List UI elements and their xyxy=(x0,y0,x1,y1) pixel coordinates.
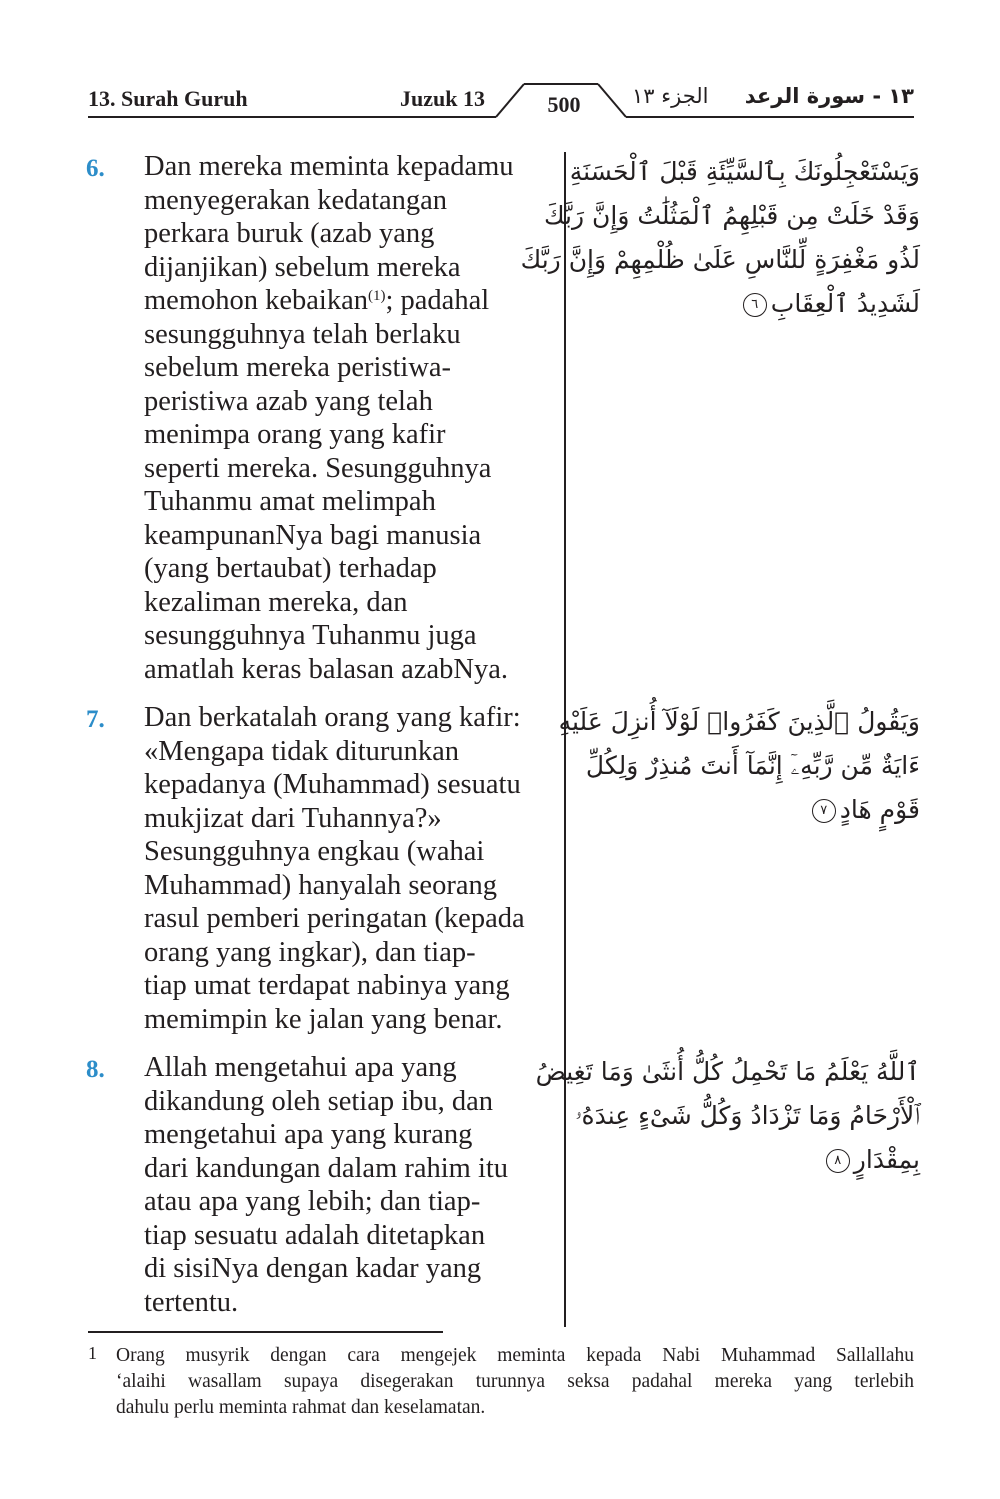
header-surah-arabic: ١٣ - سورة الرعد xyxy=(744,84,914,108)
header-rule xyxy=(0,0,1000,130)
ayah-end-marker: ٧ xyxy=(812,799,836,823)
ayah-end-marker: ٦ xyxy=(743,293,767,317)
header-juz-arabic: الجزء ١٣ xyxy=(632,84,709,108)
verse-number: 8. xyxy=(86,1056,105,1083)
verse-arabic: وَيَقُولُ ٱلَّذِينَ كَفَرُوا۟ لَوْلَآ أُنزِلَ عَلَيْهِ ءَايَةٌ مِّن رَّبِّهِۦٓ إِنَّمَآ أَنتَ مُنذِرٌ وَلِكُلِّ قَوْمٍ هَادٍ٧ xyxy=(558,707,920,824)
verse-number: 7. xyxy=(86,706,105,733)
verse-translation: Dan berkatalah orang yang kafir: «Mengapa tidak diturunkan kepadanya (Muhammad) sesuatu mukjizat dari Tuhannya?» Sesungguhnya engkau (wahai Muhammad) hanyalah seorang rasul pemberi peringatan (kepada orang yang ingkar), dan tiap- tiap umat terdapat nabinya yang memimpin ke jalan yang benar. xyxy=(144,702,525,1035)
footnote-number: 1 xyxy=(88,1343,97,1363)
ayah-end-marker: ٨ xyxy=(826,1149,850,1173)
header-surah-title: 13. Surah Guruh xyxy=(88,86,248,111)
verse-arabic: وَيَسْتَعْجِلُونَكَ بِٱلسَّيِّئَةِ قَبْلَ ٱلْحَسَنَةِ وَقَدْ خَلَتْ مِن قَبْلِهِمُ ٱلْمَثُلَٰتُ وَإِنَّ رَبَّكَ لَذُو مَغْفِرَةٍ لِّلنَّاسِ عَلَىٰ ظُلْمِهِمْ وَإِنَّ رَبَّكَ لَشَدِيدُ ٱلْعِقَابِ٦ xyxy=(520,157,920,318)
verse-arabic: ٱللَّهُ يَعْلَمُ مَا تَحْمِلُ كُلُّ أُنثَىٰ وَمَا تَغِيضُ ٱلْأَرْحَامُ وَمَا تَزْدَادُ وَكُلُّ شَىْءٍ عِندَهُۥ بِمِقْدَارٍ٨ xyxy=(535,1057,920,1174)
verse-translation: Dan mereka meminta kepadamu menyegerakan kedatangan perkara buruk (azab yang dijanjikan) sebelum mereka memohon kebaikan$^{(1)}$; padahal sesungguhnya telah berlaku sebelum mereka peristiwa- peristiwa azab yang telah menimpa orang yang kafir seperti mereka. Sesungguhnya Tuhanmu amat melimpah keampunanNya bagi manusia (yang bertaubat) terhadap kezaliman mereka, dan sesungguhnya Tuhanmu juga amatlah keras balasan azabNya. xyxy=(144,151,514,685)
verse-number: 6. xyxy=(86,155,105,182)
verse-translation: Allah mengetahui apa yang dikandung oleh setiap ibu, dan mengetahui apa yang kurang dari kandungan dalam rahim itu atau apa yang lebih; dan tiap- tiap sesuatu adalah ditetapkan di sisiNya dengan kadar yang tertentu. xyxy=(144,1052,509,1318)
page-number: 500 xyxy=(547,92,581,117)
footnote-rule xyxy=(88,1331,443,1333)
footnote-ref[interactable]: (1) xyxy=(367,288,386,304)
header-juz: Juzuk 13 xyxy=(400,86,485,111)
footnote-text: Orang musyrik dengan cara mengejek meminta kepada Nabi Muhammad Sallallahu ‘alaihi wasallam supaya disegerakan turunnya seksa padahal mereka yang terlebih dahulu perlu meminta rahmat dan keselamatan. xyxy=(116,1345,914,1418)
